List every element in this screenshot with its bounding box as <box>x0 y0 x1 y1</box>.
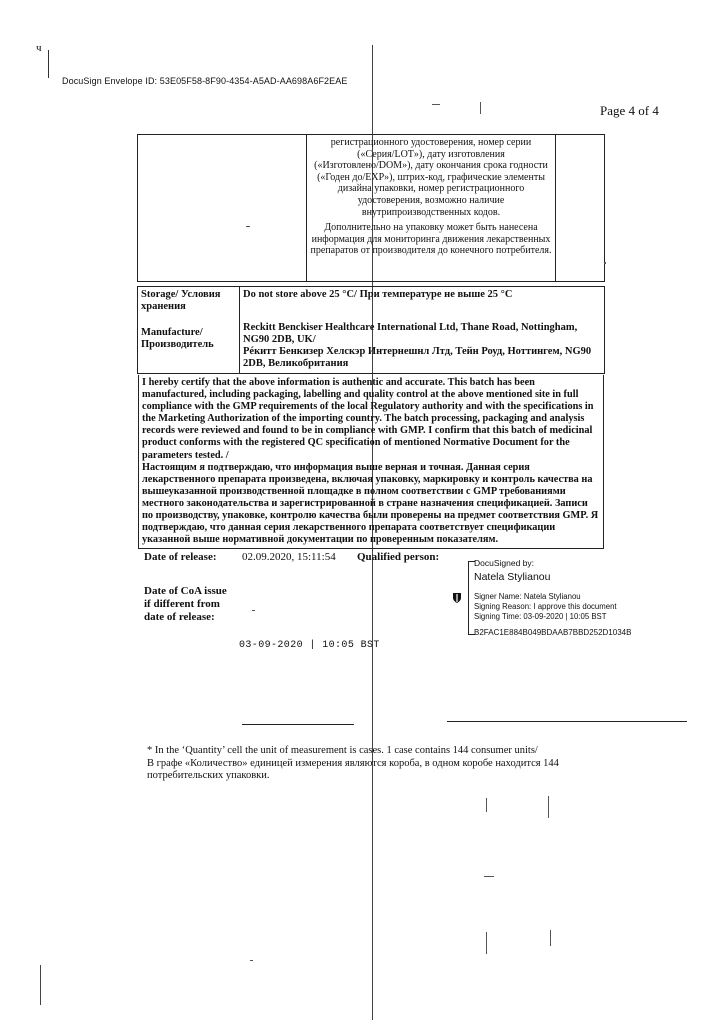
details-table <box>137 286 605 374</box>
packaging-paragraph: Дополнительно на упаковку может быть нанесена информация для мониторинга движения лекарственных препаратов от производителя до конечного потребителя. <box>310 222 552 257</box>
signer-name-signature: Natela Stylianou <box>474 571 551 583</box>
scan-speck <box>604 262 606 264</box>
manufacture-label: Manufacture/ Производитель <box>141 327 214 350</box>
certification-ru: Настоящим я подтверждаю, что информация выше верная и точная. Данная серия лекарственного препарата произведена, включая упаковку, маркировку и контроль качества на вышеуказанной производственной площадке в полном соответствии с GMP требованиями местного законодательства и зарегистрированной в стране назначения спецификацией. Записи по производству, упаковке, контролю качества были проверены на предмет соответствия GMP. Я подтверждаю, что данная серия лекарственного препарата соответствует спецификации указанной выше нормативной документации по проверенным показателям. <box>142 461 599 546</box>
storage-value: Do not store above 25 °C/ При температуре не выше 25 °C <box>243 289 513 300</box>
certification-en: I hereby certify that the above information is authentic and accurate. This batch has been manufactured, including packaging, labelling and quality control at the above mentioned site in full compliance with the GMP requirements of the local Regulatory authority and with the specifications in the Marketing Authorization of the importing country. The batch processing, packaging and analysis records were reviewed and found to be in compliance with GMP. I confirm that this batch of medicinal product conforms with the registered QC specification of mentioned Normative Document for the parameters tested. / <box>142 377 594 461</box>
docusign-signature-block <box>448 552 688 644</box>
docusign-shield-icon <box>452 592 462 604</box>
manufacture-value-en: Reckitt Benckiser Healthcare International Ltd, Thane Road, Nottingham, NG90 2DB, UK/ <box>243 322 578 345</box>
scan-speck <box>250 960 253 961</box>
signing-time-line: Signing Time: 03-09-2020 | 10:05 BST <box>474 612 607 621</box>
footnote <box>147 745 617 783</box>
coa-label-line: date of release: <box>144 611 215 623</box>
release-date-value: 02.09.2020, 15:11:54 <box>242 551 336 563</box>
footnote-en: * In the ‘Quantity’ cell the unit of measurement is cases. 1 case contains 144 consumer units/ <box>147 745 538 756</box>
qualified-person-label: Qualified person: <box>357 551 440 563</box>
empty-cell <box>138 135 307 282</box>
coa-date-value: 03-09-2020 | 10:05 BST <box>239 640 380 651</box>
envelope-id: DocuSign Envelope ID: 53E05F58-8F90-4354-A5AD-AA698A6F2EAE <box>62 76 348 86</box>
scan-speck <box>480 102 481 114</box>
scan-speck <box>486 798 487 812</box>
details-labels <box>138 287 240 374</box>
corner-mark: ч <box>36 42 42 54</box>
packaging-table <box>137 134 605 282</box>
scan-speck <box>484 876 494 877</box>
scan-speck <box>432 104 440 105</box>
coa-label-line: if different from <box>144 598 220 610</box>
scan-speck <box>548 796 549 818</box>
details-values <box>240 287 605 374</box>
packaging-paragraph: регистрационного удостоверения, номер серии («Серия/LOT»), дату изготовления («Изготовлено/DOM»), дату окончания срока годности («Годен до/EXP»), штрих-код, графические элементы дизайна упаковки, номер регистрационного удостоверения, возможно наличие внутрипроизводственных кодов. <box>314 137 548 218</box>
signing-reason-line: Signing Reason: I approve this document <box>474 602 617 611</box>
margin-mark-bottom <box>40 965 41 1005</box>
scan-speck <box>252 610 255 611</box>
scan-speck <box>246 226 250 227</box>
scan-speck <box>486 932 487 954</box>
scan-speck <box>550 930 551 946</box>
storage-label: Storage/ Условия хранения <box>141 289 221 312</box>
signature-line-right <box>447 721 687 722</box>
signature-line-left <box>242 724 354 725</box>
page-number: Page 4 of 4 <box>600 103 659 118</box>
footnote-ru: В графе «Количество» единицей измерения являются короба, в одном коробе находится 144 потребительских упаковки. <box>147 757 559 781</box>
certification-box <box>138 375 604 549</box>
coa-date-label <box>144 585 227 624</box>
docusign-id: B2FAC1E884B049BDAAB7BBD252D1034B <box>474 628 632 637</box>
margin-mark <box>48 50 49 78</box>
empty-cell <box>556 135 605 282</box>
manufacture-value-ru: Рéкитт Бенкизер Хелскэр Интернешнл Лтд, Тейн Роуд, Ноттингем, NG90 2DB, Великобритания <box>243 346 592 369</box>
signer-name-line: Signer Name: Natela Stylianou <box>474 592 581 601</box>
coa-label-line: Date of CoA issue <box>144 585 227 597</box>
docusign-header: DocuSigned by: <box>474 558 535 568</box>
release-date-label: Date of release: <box>144 551 217 563</box>
packaging-text-cell <box>307 135 556 282</box>
